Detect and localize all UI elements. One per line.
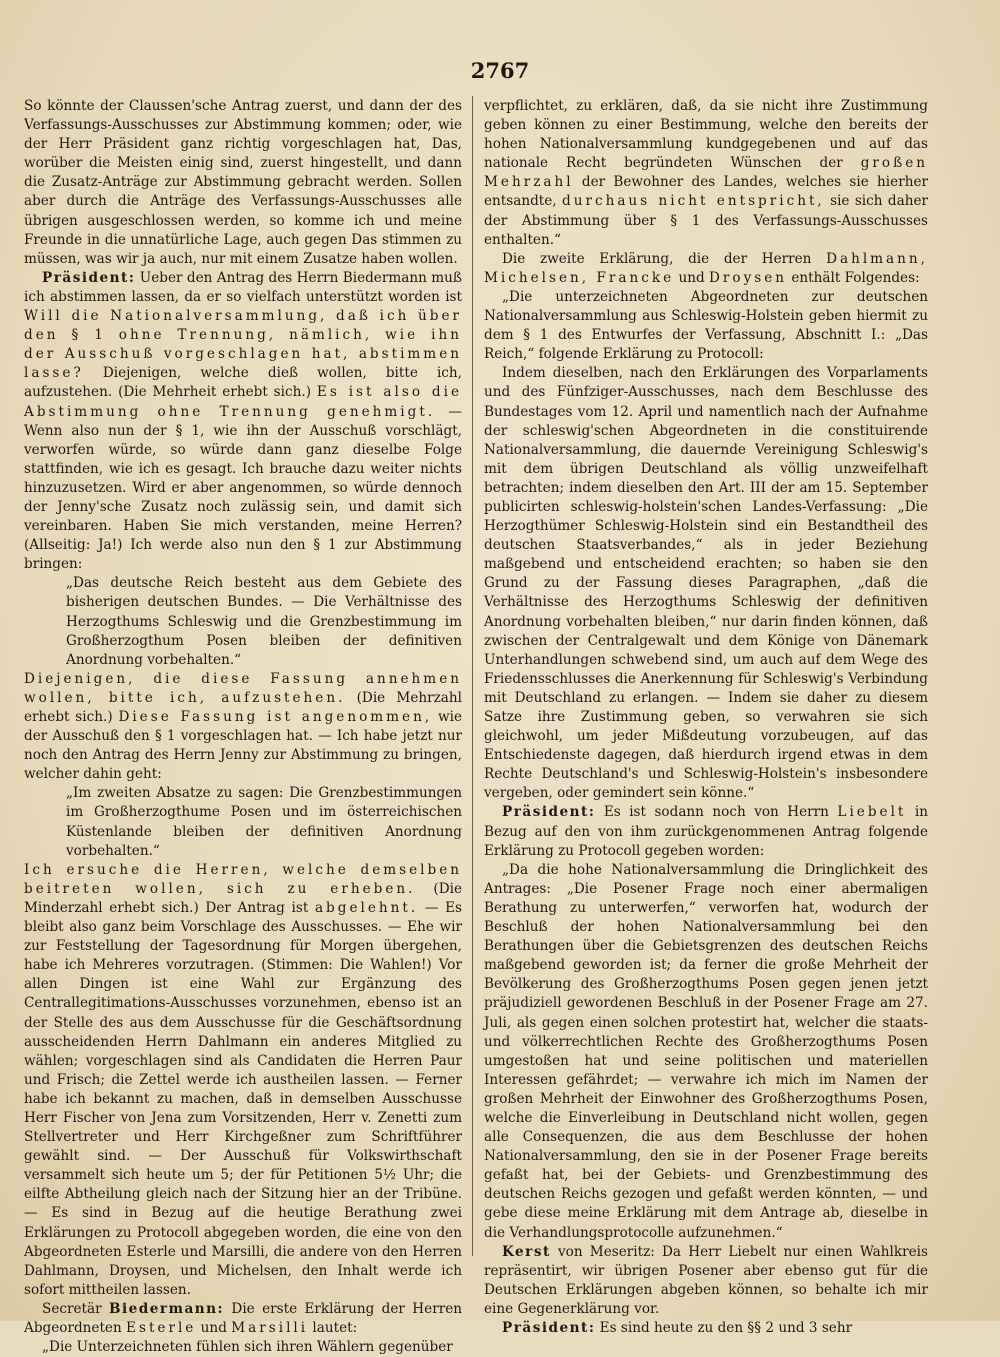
- text-run: „Die Unterzeichneten fühlen sich ihren Wählern gegenüber: [42, 1339, 453, 1356]
- spaced-emphasis: Diese Fassung ist angenommen,: [118, 709, 433, 725]
- text-paragraph: [484, 250, 928, 288]
- text-run: wie der Ausschuß den § 1 vorgeschlagen hat. — Ich habe jetzt nur noch den Antrag des Herrn Jenny zur Abstimmung zu bringen, welcher dahin geht:: [24, 709, 463, 783]
- text-paragraph: [24, 670, 462, 785]
- speaker-name: Präsident:: [502, 804, 596, 821]
- text-run: „Die unterzeichneten Abgeordneten zur deutschen Nationalversammlung aus Schleswig-Holstein geben hiermit zu dem § 1 des Entwurfes der Verfassung, Abschnitt I.: „Das Reich,“ folgende Erklärung zu Protocoll:: [484, 288, 928, 363]
- spaced-emphasis: Es ist also die Abstimmung ohne Trennung genehmigt.: [24, 384, 462, 420]
- column-divider: [472, 96, 473, 1256]
- text-run: Es sind heute zu den §§ 2 und 3 sehr: [595, 1320, 853, 1336]
- spaced-emphasis: Diejenigen, die diese Fassung annehmen wollen, bitte ich, aufzustehen.: [24, 670, 462, 706]
- text-paragraph: [24, 861, 462, 1300]
- text-run: „Im zweiten Absatze zu sagen: Die Grenzbestimmungen im Großherzogthume Posen und im österreichischen Küstenlande bleiben der definitiven Anordnung vorbehalten.“: [66, 785, 462, 859]
- speaker-name: Biedermann:: [108, 1300, 225, 1317]
- text-run: Indem dieselben, nach den Erklärungen des Vorparlaments und des Fünfziger-Ausschusses, nach dem Beschlusse des Bundestages vom 12. April und namentlich nach der Aufnahme der schleswig'schen Abgeordneten in die constituirende Nationalversammlung, die dauernde Vereinigung Schleswig's mit dem übrigen Deutschland als völlig unzweifelhaft betrachten; indem dieselben den Art. III der am 15. September publicirten schleswig-holstein'schen Landes-Verfassung: „Die Herzogthümer Schleswig-Holstein sind ein Bestandtheil des deutschen Staatsverbandes,“ als in jeder Beziehung maßgebend und entscheidend erachten; so haben sie den Grund zu der Fassung dieses Paragraphen, „daß die Verhältnisse des Herzogthums Schleswig der definitiven Anordnung vorbehalten bleiben,“ nur darin finden können, daß zwischen der Centralgewalt und dem Könige von Dänemark Unterhandlungen schwebend sind, um auch auf dem Wege des Friedensschlusses die Anerkennung für Schleswig's Verbindung mit Deutschland zu erlangen. — Indem sie daher zu diesem Satze ihre Zustimmung geben, so verwahren sie sich gleichwohl, um jeder Mißdeutung vorzubeugen, auf das Entschiedenste dagegen, daß hierdurch irgend etwas in dem Rechte Deutschland's und Schleswig-Holstein's insbesondere vergeben, oder gemindert sein könne.“: [484, 365, 928, 802]
- text-run: Es ist sodann noch von Herrn: [595, 804, 838, 821]
- spaced-emphasis: Ich ersuche die Herren, welche demselben beitreten wollen, sich zu erheben.: [24, 861, 462, 897]
- text-paragraph: [484, 288, 928, 364]
- text-run: Secretär: [42, 1300, 109, 1317]
- text-paragraph: [24, 1338, 462, 1357]
- spaced-emphasis: Marsilli: [231, 1320, 309, 1336]
- speaker-name: Präsident:: [42, 269, 136, 286]
- text-paragraph: [484, 364, 928, 803]
- text-paragraph: [24, 784, 462, 860]
- text-paragraph: [484, 1319, 928, 1338]
- text-run: lautet:: [308, 1320, 358, 1336]
- left-text-column: [24, 97, 462, 1357]
- text-run: und: [196, 1320, 232, 1336]
- text-paragraph: [484, 1243, 928, 1319]
- spaced-emphasis: Dahlmann, Michelsen, Francke: [484, 250, 928, 286]
- text-paragraph: [24, 574, 462, 669]
- text-paragraph: [24, 97, 462, 269]
- text-run: — Wenn also nun der § 1, wie ihn der Ausschuß vorschlägt, verworfen würde, so würde dann ganz dieselbe Folge stattfinden, wie ich es gesagt. Ich brauche dazu weiter nichts hinzuzusetzen. Wird er aber angenommen, so würde dennoch der Jenny'sche Zusatz noch zulässig sein, und damit sich vereinbaren. Haben Sie mich verstanden, meine Herren? (Allseitig: Ja!) Ich werde also nun den § 1 zur Abstimmung bringen:: [24, 403, 463, 573]
- text-paragraph: [484, 803, 928, 860]
- text-run: (Die Mehrzahl erhebt sich.): [24, 689, 462, 725]
- text-run: Ueber den Antrag des Herrn Biedermann muß ich abstimmen lassen, da er so vielfach unterstützt worden ist: [24, 269, 462, 305]
- text-run: Diejenigen, welche dieß wollen, bitte ich, aufzustehen. (Die Mehrheit erhebt sich.): [24, 365, 462, 401]
- speaker-name: Präsident:: [502, 1320, 596, 1336]
- text-paragraph: [484, 97, 928, 250]
- text-run: Die zweite Erklärung, die der Herren: [502, 250, 827, 267]
- text-run: verpflichtet, zu erklären, daß, da sie nicht ihre Zustimmung geben können zu einer Bestimmung, welche den bereits der hohen Nationalversammlung kundgegebenen und auf das nationale Recht begründeten Wünschen der: [484, 98, 928, 172]
- spaced-emphasis: großen Mehrzahl: [484, 155, 928, 191]
- text-run: enthält Folgendes:: [787, 269, 920, 286]
- page-number: 2767: [470, 58, 530, 83]
- right-text-column: [484, 97, 928, 1338]
- text-run: und: [674, 269, 709, 286]
- spaced-emphasis: Will die Nationalversammlung, daß ich über den § 1 ohne Trennung, nämlich, wie ihn der Ausschuß vorgeschlagen hat, abstimmen lasse?: [24, 308, 462, 382]
- text-run: von Meseritz: Da Herr Liebelt nur einen Wahlkreis repräsentirt, wir übrigen Posener aber ebenso gut für die Deutschen Erklärungen abgeben können, so behalte ich mir eine Gegenerklärung vor.: [484, 1243, 928, 1317]
- text-run: — Es bleibt also ganz beim Vorschlage des Ausschusses. — Ehe wir zur Feststellung der Tagesordnung für Morgen übergehen, habe ich Mehreres vorzutragen. (Stimmen: Die Wahlen!) Vor allen Dingen ist eine Wahl zur Ergänzung des Centrallegitimations-Ausschusses vorzunehmen, ebenso ist an der Stelle des aus dem Ausschusse für die Geschäftsordnung ausscheidenden Herrn Dahlmann ein anderes Mitglied zu wählen; vorgeschlagen sind als Candidaten die Herren Paur und Frisch; die Zettel werde ich austheilen lassen. — Ferner habe ich bekannt zu machen, daß in demselben Ausschusse Herr Fischer von Jena zum Vorsitzenden, Herr v. Zenetti zum Stellvertreter und Herr Kirchgeßner zum Schriftführer gewählt sind. — Der Ausschuß für Volkswirthschaft versammelt sich heute um 5; der für Petitionen 5½ Uhr; die eilfte Abtheilung gleich nach der Sitzung hier an der Tribüne. — Es sind in Bezug auf die heutige Berathung zwei Erklärungen zu Protocoll abgegeben worden, die eine von den Abgeordneten Esterle und Marsilli, die andere von den Herren Dahlmann, Droysen, und Michelsen, den Inhalt werde ich sofort mittheilen lassen.: [24, 899, 463, 1298]
- spaced-emphasis: Liebelt: [837, 804, 907, 821]
- spaced-emphasis: abgelehnt.: [314, 899, 419, 916]
- text-paragraph: [24, 1300, 462, 1338]
- spaced-emphasis: Droysen: [709, 269, 788, 286]
- text-run: Die erste Erklärung der Herren Abgeordneten: [24, 1300, 462, 1336]
- text-paragraph: [484, 861, 928, 1243]
- text-run: sie sich daher der Abstimmung über § 1 des Verfassungs-Ausschusses enthalten.“: [484, 193, 928, 248]
- text-run: So könnte der Claussen'sche Antrag zuerst, und dann der des Verfassungs-Ausschusses zur Abstimmung kommen; oder, wie der Herr Präsident ganz richtig vorgeschlagen hat, Das, worüber die Meisten einig sind, zuerst hingestellt, und dann die Zusatz-Anträge zur Abstimmung gebracht werden. Sollen aber durch die Anträge des Verfassungs-Ausschusses alle übrigen ausgeschlossen werden, so komme ich und meine Freunde in die unnatürliche Lage, auch gegen Das stimmen zu müssen, was wir ja auch, nur mit einem Zusatze haben wollen.: [24, 98, 462, 267]
- speaker-name: Kerst: [502, 1243, 551, 1260]
- text-run: der Bewohner des Landes, welches sie hierher entsandte,: [484, 174, 928, 210]
- text-paragraph: [24, 269, 462, 575]
- text-run: „Das deutsche Reich besteht aus dem Gebiete des bisherigen deutschen Bundes. — Die Verhältnisse des Herzogthums Schleswig und die Grenzbestimmung im Großherzogthum Posen bleiben der definitiven Anordnung vorbehalten.“: [66, 575, 462, 668]
- spaced-emphasis: Esterle: [126, 1320, 197, 1336]
- text-run: (Die Minderzahl erhebt sich.) Der Antrag ist: [24, 880, 463, 916]
- text-run: „Da die hohe Nationalversammlung die Dringlichkeit des Antrages: „Die Posener Frage noch einer abermaligen Berathung zu unterwerfen,“ verworfen hat, wodurch der Beschluß der hohen Nationalversammlung bei den Berathungen über die Gebietsgrenzen des deutschen Reichs maßgebend geworden ist; da ferner die große Mehrheit der Bevölkerung des Großherzogthums Posen gegen jenen jetzt präjudiziell gewordenen Beschluß in der Posener Frage am 27. Juli, als gegen einen solchen protestirt hat, welcher die staats- und völkerrechtlichen Rechte des Großherzogthums Posen umgestoßen hat und seine politischen und materiellen Interessen gefährdet; — verwahre ich mich im Namen der großen Mehrheit der Einwohner des Großherzogthums Posen, welche die Einverleibung in Deutschland nicht wollen, gegen alle Consequenzen, die aus dem Beschlusse der hohen Nationalversammlung, den sie in der Posener Frage bereits gefaßt hat, bei der Gebiets- und Grenzbestimmung des deutschen Reichs gezogen und gefaßt werden könnten, — und gebe diese meine Erklärung mit dem Antrage ab, dieselbe in die Verhandlungsprotocolle aufzunehmen.“: [484, 861, 928, 1241]
- spaced-emphasis: durchaus nicht entspricht,: [562, 193, 825, 210]
- text-run: in Bezug auf den von ihm zurückgenommenen Antrag folgende Erklärung zu Protocoll gegeben worden:: [484, 804, 928, 859]
